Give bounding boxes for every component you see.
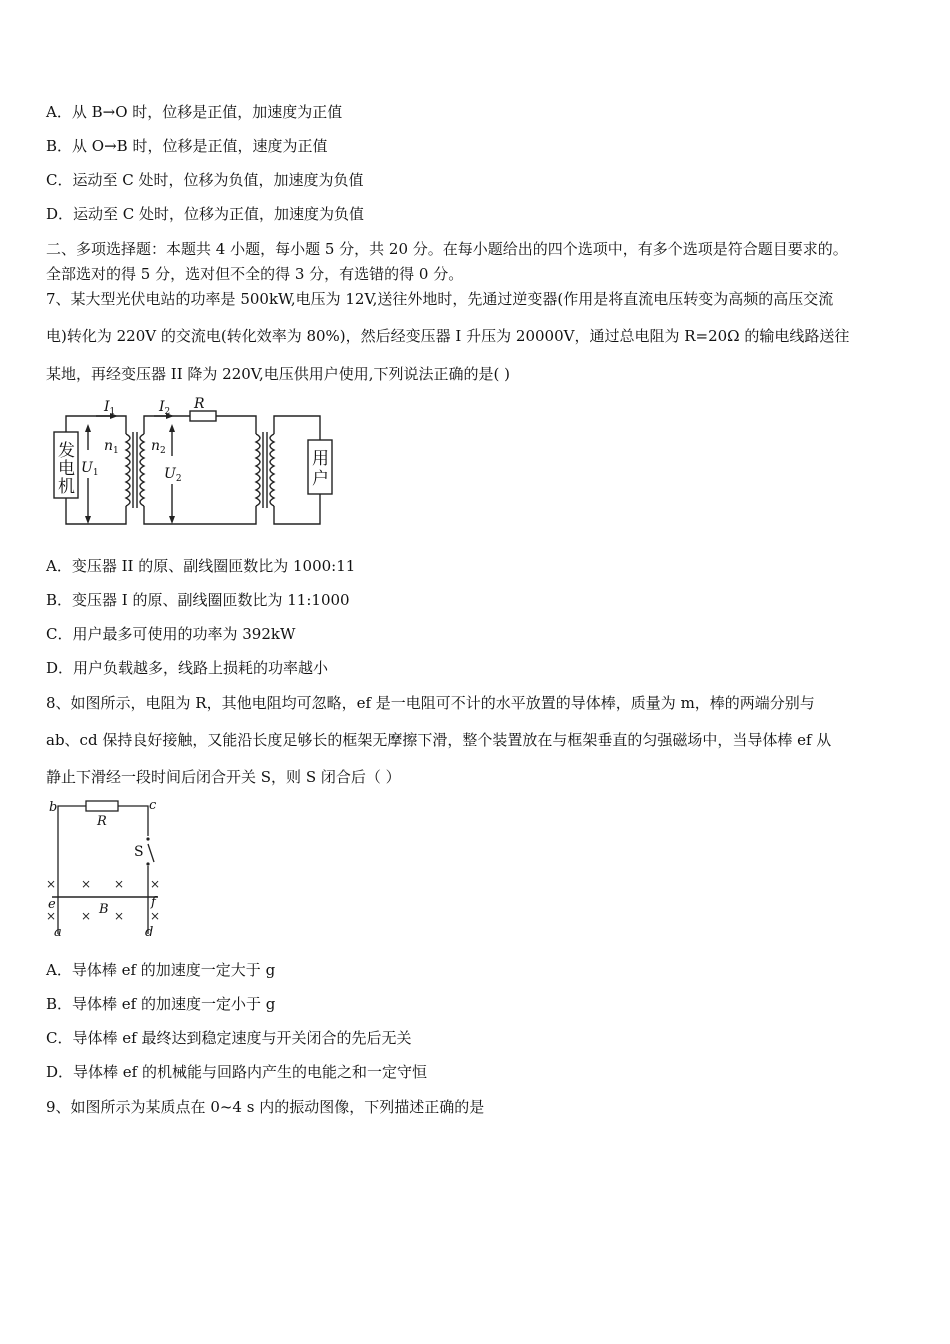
label-e: e bbox=[48, 897, 56, 912]
generator-char-3: 机 bbox=[58, 477, 75, 497]
label-u2: $U_2$ bbox=[164, 466, 182, 484]
label-i1: $I_1$ bbox=[104, 399, 116, 417]
switch-s bbox=[148, 844, 154, 862]
field-cross: × bbox=[46, 909, 57, 923]
q9-stem-line1: 9、如图所示为某质点在 0~4 s 内的振动图像，下列描述正确的是 bbox=[46, 1098, 485, 1116]
q8-stem-line2: ab、cd 保持良好接触，又能沿长度足够长的框架无摩擦下滑，整个装置放在与框架垂直的匀强磁场中，当导体棒 ef 从 bbox=[46, 731, 832, 749]
field-cross: × bbox=[81, 877, 92, 891]
label-a: a bbox=[54, 925, 62, 940]
resistor-r bbox=[190, 411, 216, 421]
field-cross: × bbox=[46, 877, 57, 891]
coil-t1-primary bbox=[126, 434, 130, 506]
field-cross: × bbox=[150, 909, 161, 923]
label-n1: $n_1$ bbox=[104, 438, 119, 456]
resistor-r bbox=[86, 801, 118, 811]
field-cross: × bbox=[114, 909, 125, 923]
q8-option-c: C．导体棒 ef 最终达到稳定速度与开关闭合的先后无关 bbox=[46, 1029, 412, 1047]
q8-stem-line1: 8、如图所示，电阻为 R，其他电阻均可忽略，ef 是一电阻可不计的水平放置的导体棒，质量为 m，棒的两端分别与 bbox=[46, 694, 815, 712]
generator-char-2: 电 bbox=[58, 459, 75, 479]
q7-option-a: A．变压器 II 的原、副线圈匝数比为 1000:11 bbox=[46, 557, 356, 575]
q7-option-d: D．用户负载越多，线路上损耗的功率越小 bbox=[46, 659, 329, 677]
label-f: f bbox=[151, 895, 156, 910]
q6-option-d: D．运动至 C 处时，位移为正值，加速度为负值 bbox=[46, 205, 365, 223]
label-i2: $I_2$ bbox=[159, 399, 171, 417]
q8-option-a: A．导体棒 ef 的加速度一定大于 g bbox=[46, 961, 276, 979]
label-u1: $U_1$ bbox=[81, 460, 99, 478]
label-r: R bbox=[194, 396, 205, 412]
q7-option-b: B．变压器 I 的原、副线圈匝数比为 11:1000 bbox=[46, 591, 350, 609]
coil-t2-primary bbox=[256, 434, 260, 506]
q6-option-b: B．从 O→B 时，位移是正值，速度为正值 bbox=[46, 137, 328, 155]
generator-char-1: 发 bbox=[58, 441, 75, 461]
label-switch-s: S bbox=[134, 844, 144, 860]
label-c: c bbox=[149, 798, 157, 813]
q8-option-b: B．导体棒 ef 的加速度一定小于 g bbox=[46, 995, 276, 1013]
q7-stem-line1: 7、某大型光伏电站的功率是 500kW,电压为 12V,送往外地时，先通过逆变器(作用是将直流电压转变为高频的高压交流 bbox=[46, 290, 834, 308]
label-b: b bbox=[49, 800, 58, 815]
field-cross: × bbox=[150, 877, 161, 891]
q6-option-c: C．运动至 C 处时，位移为负值，加速度为负值 bbox=[46, 171, 364, 189]
q7-stem-line2: 电)转化为 220V 的交流电(转化效率为 80%)，然后经变压器 I 升压为 20000V，通过总电阻为 R=20Ω 的输电线路送往 bbox=[46, 327, 850, 345]
q6-option-a: A．从 B→O 时，位移是正值，加速度为正值 bbox=[46, 103, 343, 121]
field-cross: × bbox=[81, 909, 92, 923]
label-d: d bbox=[145, 925, 154, 940]
user-char-1: 用 bbox=[312, 449, 329, 469]
label-r: R bbox=[97, 814, 107, 829]
label-n2: $n_2$ bbox=[151, 438, 166, 456]
coil-t2-secondary bbox=[270, 434, 274, 506]
q7-stem-line3: 某地，再经变压器 II 降为 220V,电压供用户使用,下列说法正确的是( ) bbox=[46, 365, 511, 383]
user-char-2: 户 bbox=[312, 469, 329, 489]
coil-t1-secondary bbox=[140, 434, 144, 506]
label-field-b: B bbox=[99, 902, 109, 917]
section2-heading-line2: 全部选对的得 5 分，选对但不全的得 3 分，有选错的得 0 分。 bbox=[46, 265, 464, 283]
q8-option-d: D．导体棒 ef 的机械能与回路内产生的电能之和一定守恒 bbox=[46, 1063, 427, 1081]
conducting-rail-diagram bbox=[44, 796, 174, 942]
field-cross: × bbox=[114, 877, 125, 891]
transformer-circuit-diagram bbox=[44, 394, 344, 534]
q7-option-c: C．用户最多可使用的功率为 392kW bbox=[46, 625, 296, 643]
section2-heading-line1: 二、多项选择题：本题共 4 小题，每小题 5 分，共 20 分。在每小题给出的四个选项中，有多个选项是符合题目要求的。 bbox=[46, 240, 848, 258]
q8-stem-line3: 静止下滑经一段时间后闭合开关 S，则 S 闭合后（ ） bbox=[46, 768, 401, 786]
